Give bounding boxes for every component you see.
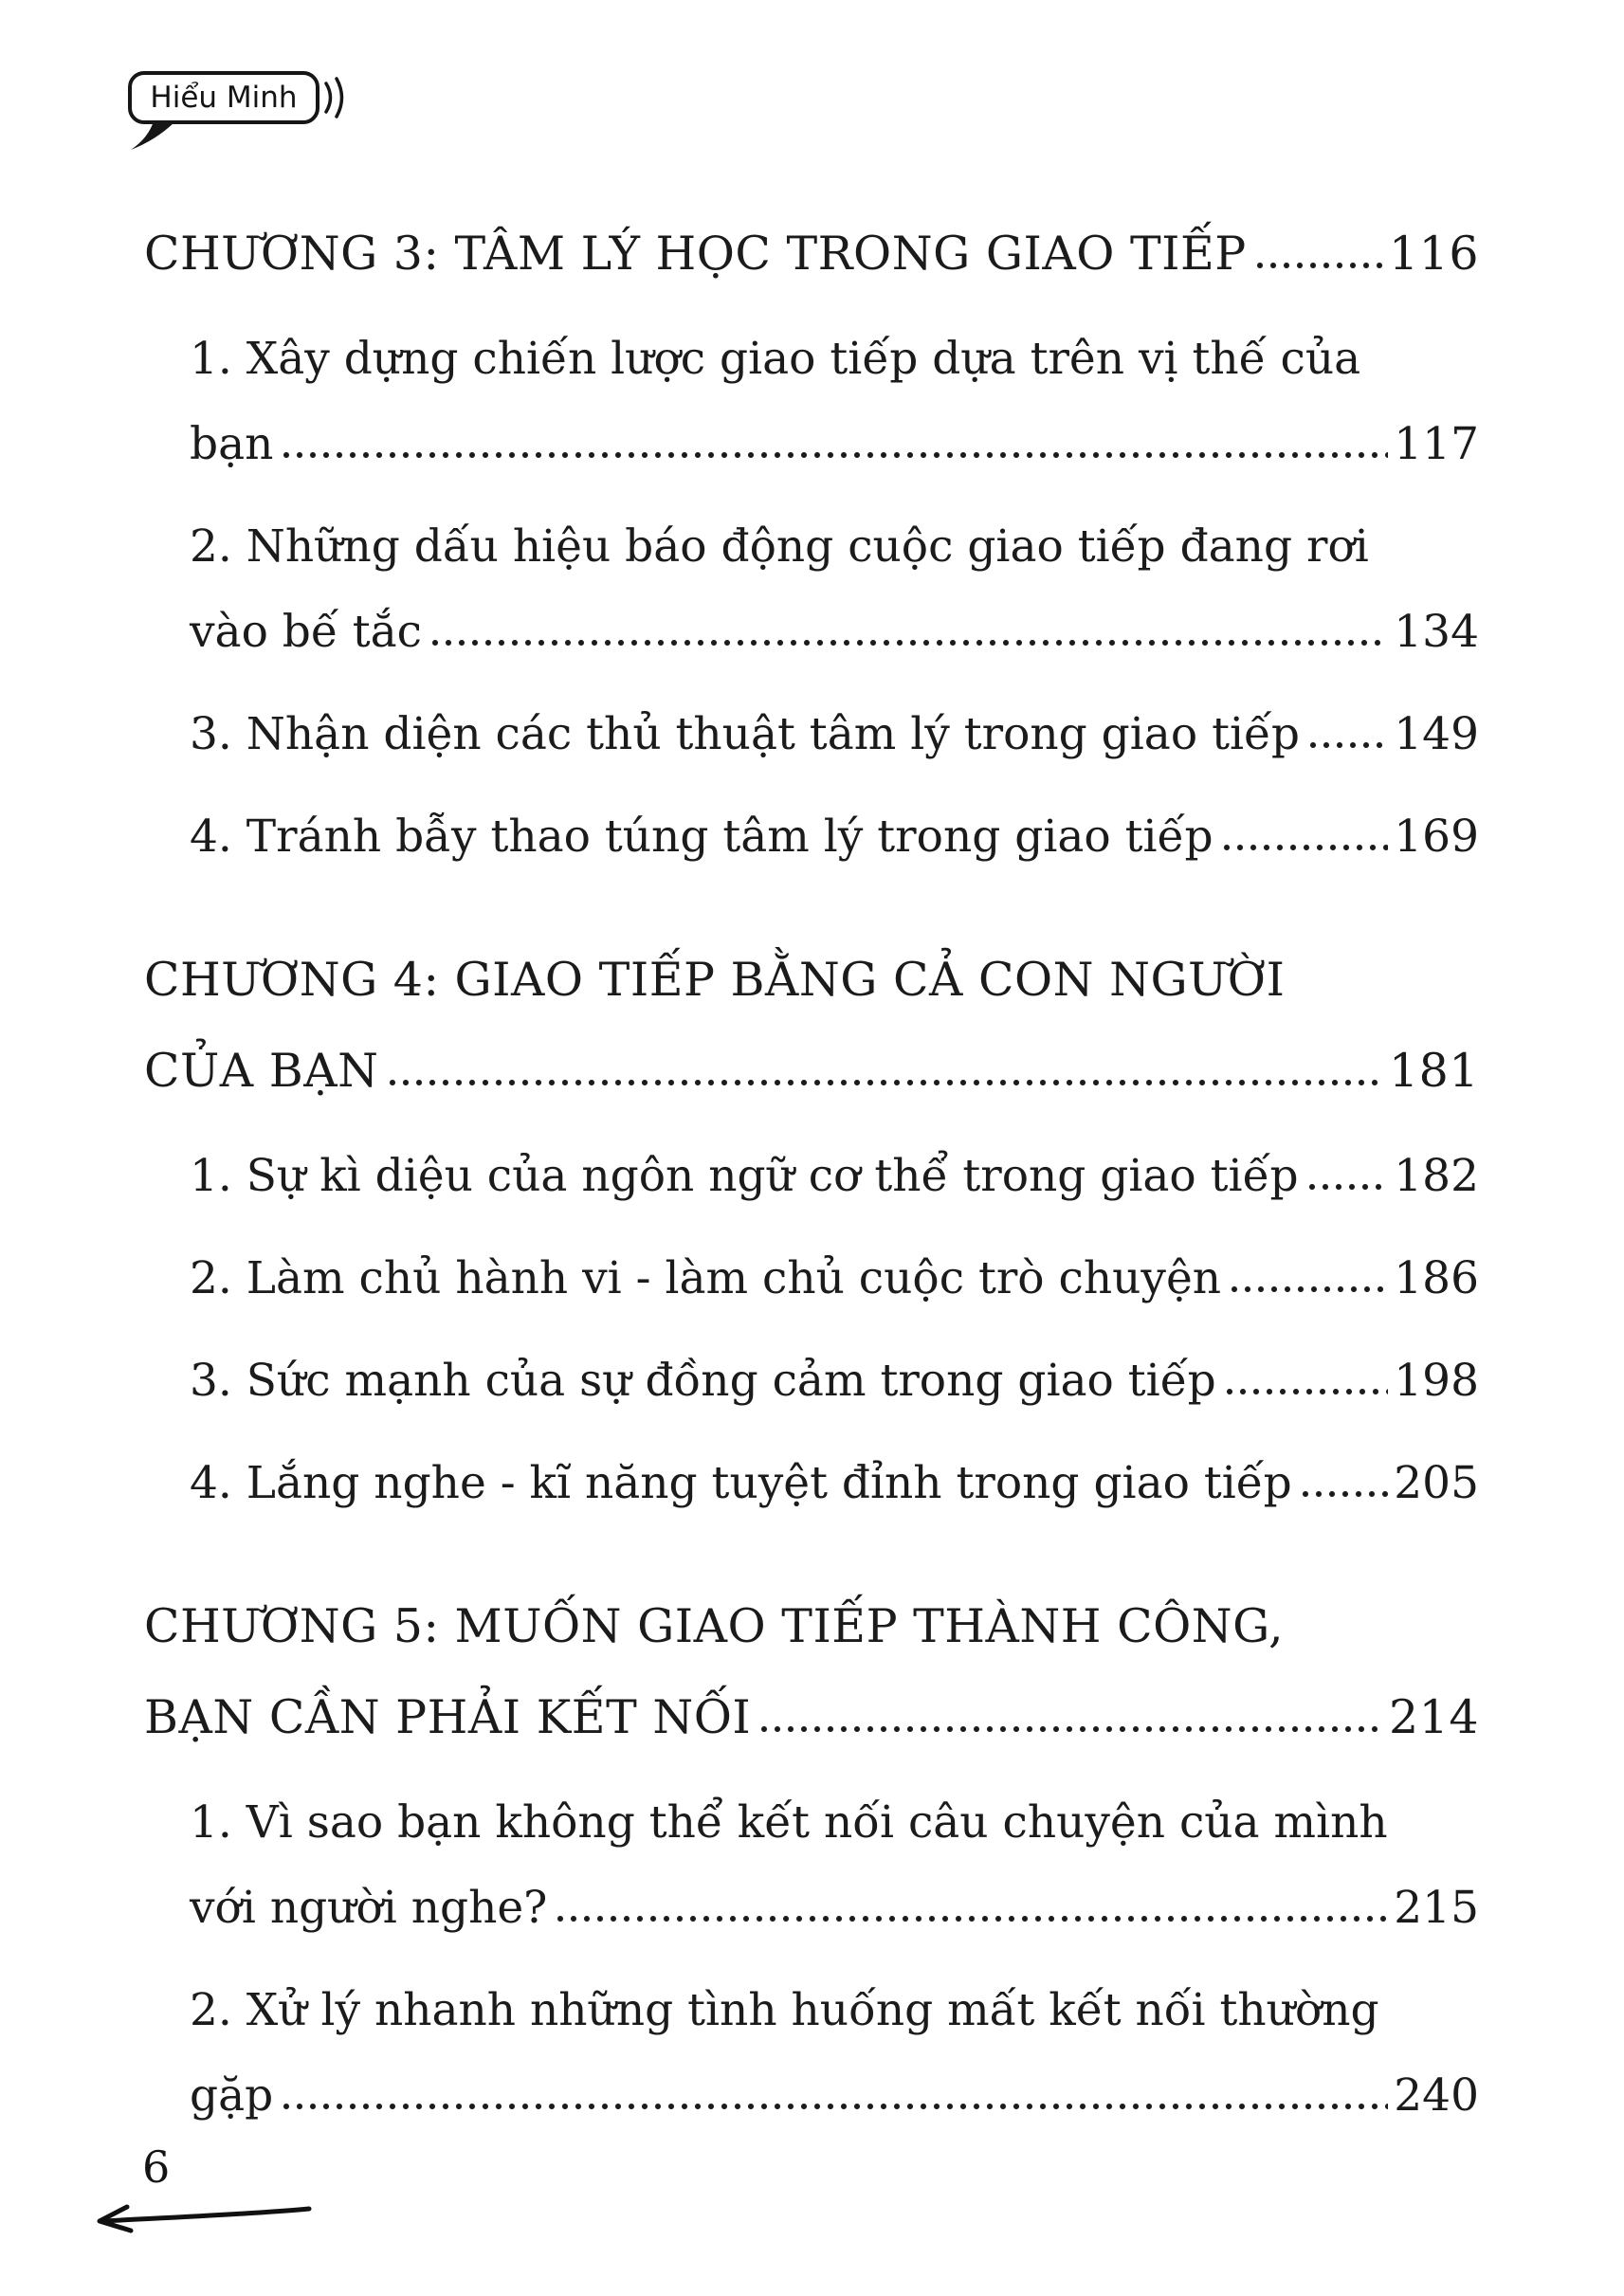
toc-chapter-line [144,1581,1479,1672]
toc-entry-text: vào bế tắc [190,606,422,658]
dot-leader [1302,1487,1389,1498]
toc-item [190,1339,1479,1424]
toc-page-number: 205 [1394,1457,1479,1509]
toc-page-number: 215 [1394,1882,1479,1934]
dot-leader [283,448,1388,459]
arrow-left-icon [87,2196,315,2237]
toc-item-line [190,1441,1479,1526]
toc-item-line [190,1339,1479,1424]
dot-leader [1256,259,1383,269]
toc-item [190,1968,1479,2139]
toc-entry-text: BẠN CẦN PHẢI KẾT NỐI [144,1690,752,1744]
toc-item-line [190,1236,1479,1321]
dot-leader [1309,738,1388,749]
toc-entry-text: 3. Sức mạnh của sự đồng cảm trong giao tiếp [190,1355,1216,1407]
toc-entry-text: bạn [190,418,274,470]
toc-item-line [190,1134,1479,1219]
toc-entry-text: với người nghe? [190,1882,548,1934]
speech-bubble-icon [123,64,370,169]
toc-item [190,794,1479,880]
toc-page-number: 117 [1394,418,1479,470]
page-number: 6 [142,2141,171,2193]
toc-chapter-heading [144,1581,1479,1763]
toc-entry-text: 2. Những dấu hiệu báo động cuộc giao tiếp đang rơi [190,520,1369,573]
toc-item-line [190,317,1479,402]
toc-section [144,209,1479,880]
toc-entry-text: 4. Tránh bẫy thao túng tâm lý trong giao tiếp [190,811,1213,863]
toc-section [144,935,1479,1526]
table-of-contents [144,209,1479,2139]
toc-entry-text: 2. Xử lý nhanh những tình huống mất kết nối thường [190,1984,1379,2036]
toc-item-line [190,794,1479,880]
toc-chapter-heading [144,209,1479,300]
dot-leader [283,2100,1388,2110]
toc-item-line [190,1866,1479,1951]
logo-text: Hiểu Minh [150,81,298,115]
speech-mark-icon [337,79,342,117]
toc-entry-text: CHƯƠNG 3: TÂM LÝ HỌC TRONG GIAO TIẾP [144,227,1247,281]
speech-bubble-tail [131,121,174,150]
publisher-logo [123,64,370,169]
toc-entry-text: 4. Lắng nghe - kĩ năng tuyệt đỉnh trong giao tiếp [190,1457,1292,1509]
toc-entry-text: 1. Xây dựng chiến lược giao tiếp dựa trên vị thế của [190,333,1361,385]
toc-page-number: 214 [1388,1690,1479,1744]
dot-leader [389,1076,1383,1086]
toc-item-line [190,504,1479,590]
toc-entry-text: CHƯƠNG 4: GIAO TIẾP BẰNG CẢ CON NGƯỜI [144,953,1286,1007]
dot-leader [431,636,1388,647]
toc-item-line [190,2053,1479,2139]
toc-item-line [190,692,1479,777]
toc-item-line [190,402,1479,487]
toc-chapter-heading [144,935,1479,1117]
toc-entry-text: 1. Vì sao bạn không thể kết nối câu chuyện của mình [190,1796,1388,1849]
toc-page-number: 134 [1394,606,1479,658]
toc-section [144,1581,1479,2139]
toc-item-line [190,1968,1479,2053]
toc-item [190,1236,1479,1321]
toc-entry-text: CHƯƠNG 5: MUỐN GIAO TIẾP THÀNH CÔNG, [144,1599,1285,1653]
toc-page-number: 240 [1394,2069,1479,2122]
toc-chapter-line [144,1672,1479,1763]
speech-mark-icon [326,83,331,112]
toc-page-number: 116 [1388,227,1479,281]
toc-item-line [190,1780,1479,1866]
toc-item [190,1441,1479,1526]
toc-chapter-line [144,935,1479,1026]
toc-item-line [190,590,1479,675]
dot-leader [1231,1283,1388,1293]
toc-chapter-line [144,1026,1479,1117]
toc-item [190,504,1479,675]
toc-entry-text: 2. Làm chủ hành vi - làm chủ cuộc trò chuyện [190,1252,1222,1304]
toc-item [190,1134,1479,1219]
dot-leader [760,1722,1383,1733]
toc-page-number: 182 [1394,1150,1479,1202]
toc-entry-text: CỦA BẠN [144,1044,379,1098]
toc-page-number: 169 [1394,811,1479,863]
toc-page-number: 186 [1394,1252,1479,1304]
dot-leader [1308,1180,1389,1191]
toc-item [190,1780,1479,1951]
toc-item [190,692,1479,777]
toc-chapter-line [144,209,1479,300]
dot-leader [1223,841,1389,851]
toc-entry-text: gặp [190,2069,274,2122]
toc-item [190,317,1479,487]
toc-page-number: 181 [1388,1044,1479,1098]
dot-leader [557,1912,1388,1922]
dot-leader [1226,1385,1389,1395]
toc-entry-text: 3. Nhận diện các thủ thuật tâm lý trong giao tiếp [190,708,1300,760]
toc-page-number: 198 [1394,1355,1479,1407]
page-footer [87,2141,391,2237]
toc-entry-text: 1. Sự kì diệu của ngôn ngữ cơ thể trong giao tiếp [190,1150,1299,1202]
toc-page-number: 149 [1394,708,1479,760]
